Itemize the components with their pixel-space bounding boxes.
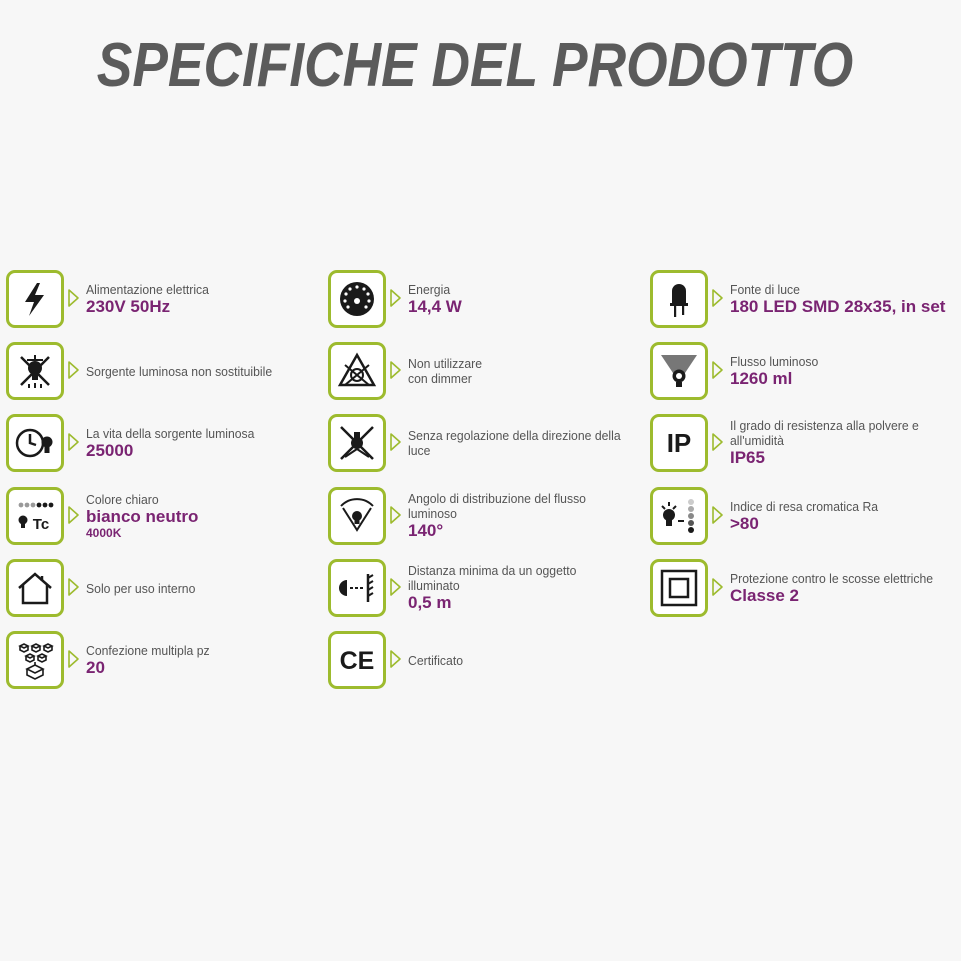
- chevron-right-icon: [711, 505, 725, 525]
- chevron-right-icon: [67, 505, 81, 525]
- spec-item: [6, 414, 326, 476]
- spec-item: [650, 487, 961, 549]
- spec-value: IP65: [730, 448, 765, 467]
- spec-text: [730, 559, 961, 617]
- spec-item: [328, 631, 648, 693]
- spec-value: 140°: [408, 521, 444, 540]
- clock-bulb-icon: [6, 414, 64, 472]
- spec-label: Il grado di resistenza alla polvere e all'umidità: [730, 418, 919, 448]
- page-title: SPECIFICHE DEL PRODOTTO: [96, 31, 854, 100]
- spec-text: [408, 559, 648, 617]
- spec-label: Energia: [408, 281, 451, 297]
- spec-label: Angolo di distribuzione del flusso luminoso: [408, 491, 586, 521]
- spec-label: Flusso luminoso: [730, 353, 819, 369]
- spec-text: [86, 487, 326, 545]
- spec-text: [86, 631, 326, 689]
- spec-text: [408, 342, 648, 400]
- spec-item: [6, 559, 326, 621]
- spec-label: Distanza minima da un oggetto illuminato: [408, 563, 577, 593]
- spec-item: [650, 342, 961, 404]
- spec-value: bianco neutro: [86, 507, 199, 526]
- spec-text: [730, 414, 961, 472]
- house-icon: [6, 559, 64, 617]
- chevron-right-icon: [67, 649, 81, 669]
- spec-label: La vita della sorgente luminosa: [86, 425, 255, 441]
- spec-item: [328, 342, 648, 404]
- chevron-right-icon: [389, 505, 403, 525]
- chevron-right-icon: [711, 288, 725, 308]
- ip-icon: [650, 414, 708, 472]
- spec-label: Solo per uso interno: [86, 580, 196, 596]
- chevron-right-icon: [67, 577, 81, 597]
- spec-item: [328, 414, 648, 476]
- spec-label: Certificato: [408, 652, 464, 668]
- spec-value: 20: [86, 657, 105, 677]
- energy-dial-icon: [328, 270, 386, 328]
- spec-text: [86, 342, 326, 400]
- spec-item: [6, 487, 326, 549]
- spec-value: 180 LED SMD 28x35, in set: [730, 296, 946, 316]
- spec-value: 1260 ml: [730, 368, 793, 388]
- spec-item: [328, 487, 648, 549]
- chevron-right-icon: [67, 360, 81, 380]
- chevron-right-icon: [389, 432, 403, 452]
- ce-mark-icon: [328, 631, 386, 689]
- spec-label: Sorgente luminosa non sostituibile: [86, 363, 273, 379]
- spec-text: [408, 270, 648, 328]
- chevron-right-icon: [711, 432, 725, 452]
- spec-text: [408, 414, 648, 472]
- spec-item: [6, 342, 326, 404]
- chevron-right-icon: [67, 288, 81, 308]
- spec-label: Colore chiaro: [86, 492, 159, 507]
- spec-label: Indice di resa cromatica Ra: [730, 498, 879, 514]
- beam-angle-icon: [328, 487, 386, 545]
- spec-item: [6, 631, 326, 693]
- spec-text: [730, 270, 961, 328]
- chevron-right-icon: [711, 360, 725, 380]
- chevron-right-icon: [389, 649, 403, 669]
- no-direction-adjust-icon: [328, 414, 386, 472]
- spec-value: 230V 50Hz: [86, 296, 171, 316]
- spec-value: Classe 2: [730, 585, 799, 605]
- lightning-icon: [6, 270, 64, 328]
- spec-label: Alimentazione elettrica: [86, 281, 209, 297]
- spec-text: [408, 631, 648, 689]
- spec-label: Protezione contro le scosse elettriche: [730, 570, 934, 586]
- spec-item: [328, 270, 648, 332]
- spec-item: [6, 270, 326, 332]
- spec-value: 25000: [86, 440, 134, 460]
- spec-value: 14,4 W: [408, 296, 462, 316]
- spec-text: [86, 270, 326, 328]
- class-2-icon: [650, 559, 708, 617]
- multipack-icon: [6, 631, 64, 689]
- spec-item: [650, 270, 961, 332]
- no-dimmer-icon: [328, 342, 386, 400]
- spec-text: [730, 487, 961, 545]
- svg-text:IP: IP: [666, 428, 692, 458]
- non-replaceable-bulb-icon: [6, 342, 64, 400]
- minimum-distance-icon: [328, 559, 386, 617]
- spec-text: [86, 559, 326, 617]
- spec-sub-value: 4000K: [86, 526, 122, 540]
- color-rendering-icon: [650, 487, 708, 545]
- spec-item: [650, 559, 961, 621]
- spec-item: [650, 414, 961, 476]
- color-temperature-icon: [6, 487, 64, 545]
- chevron-right-icon: [389, 360, 403, 380]
- svg-text:Tc: Tc: [32, 516, 50, 533]
- chevron-right-icon: [711, 577, 725, 597]
- chevron-right-icon: [389, 577, 403, 597]
- spec-text: [730, 342, 961, 400]
- chevron-right-icon: [389, 288, 403, 308]
- svg-text:CE: CE: [339, 647, 375, 675]
- led-icon: [650, 270, 708, 328]
- spec-item: [328, 559, 648, 621]
- spec-label: Confezione multipla pz: [86, 642, 210, 658]
- spec-label: Senza regolazione della direzione della luce: [408, 428, 621, 458]
- spec-label: Non utilizzare con dimmer: [408, 356, 483, 386]
- chevron-right-icon: [67, 432, 81, 452]
- spec-value: 0,5 m: [408, 593, 452, 612]
- luminous-flux-icon: [650, 342, 708, 400]
- spec-text: [408, 487, 648, 545]
- spec-text: [86, 414, 326, 472]
- spec-value: >80: [730, 513, 759, 533]
- spec-label: Fonte di luce: [730, 281, 800, 297]
